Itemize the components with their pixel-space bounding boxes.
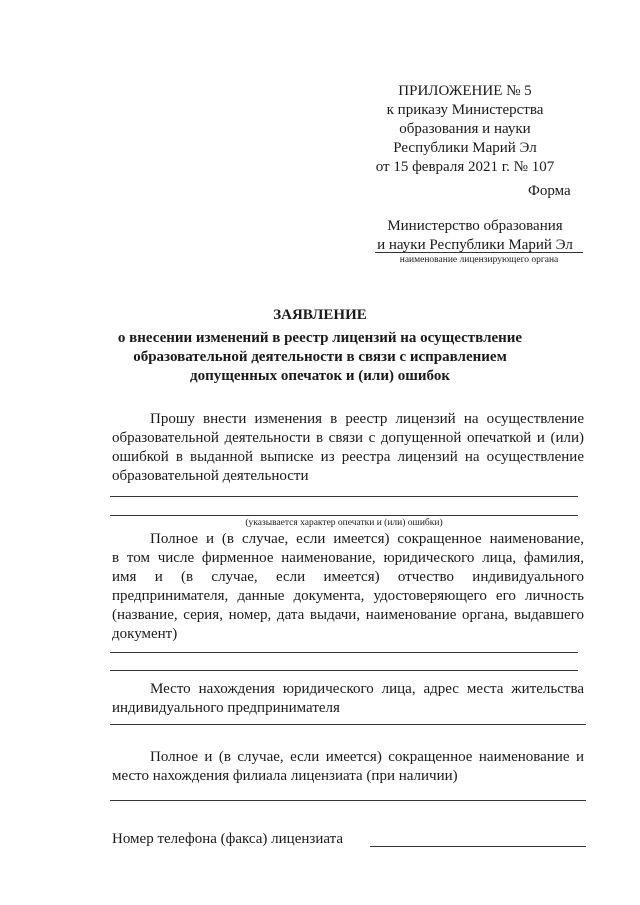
appendix-line: образования и науки: [399, 121, 531, 137]
branch-paragraph: [112, 748, 584, 786]
paragraph-line: индивидуального предпринимателя: [112, 700, 340, 716]
address-paragraph: [112, 680, 584, 718]
fill-caption: (указывается характер опечатки и (или) ошибки): [245, 518, 443, 528]
paragraph-line: имя и (в случае, если имеется) отчество индивидуального: [112, 569, 584, 585]
applicant-paragraph: [112, 530, 584, 644]
authority-caption: наименование лицензирующего органа: [399, 255, 559, 265]
document-title: ЗАЯВЛЕНИЕ: [273, 307, 367, 323]
subtitle-line: образовательной деятельности в связи с исправлением: [133, 349, 507, 365]
appendix-line: от 15 февраля 2021 г. № 107: [375, 159, 555, 175]
fill-line[interactable]: [110, 515, 578, 516]
authority-line: и науки Республики Марий Эл: [377, 237, 573, 253]
form-label: Форма: [528, 183, 571, 199]
paragraph-line: Полное и (в случае, если имеется) сокращенное наименование и: [150, 749, 584, 765]
authority-underline: [375, 252, 583, 253]
fill-line[interactable]: [110, 724, 586, 725]
fill-line[interactable]: [110, 496, 578, 497]
appendix-title: ПРИЛОЖЕНИЕ № 5: [398, 83, 532, 99]
subtitle-line: допущенных опечаток и (или) ошибок: [190, 368, 450, 384]
phone-label: Номер телефона (факса) лицензиата: [112, 831, 344, 847]
paragraph-line: в том числе фирменное наименование, юридического лица, фамилия,: [112, 550, 584, 566]
fill-line[interactable]: [110, 800, 586, 801]
appendix-line: Республики Марий Эл: [393, 140, 537, 156]
fill-line[interactable]: [110, 652, 578, 653]
document-subtitle: [90, 329, 550, 386]
subtitle-line: о внесении изменений в реестр лицензий на осуществление: [117, 330, 523, 346]
paragraph-line: образовательной деятельности: [112, 468, 309, 484]
appendix-line: к приказу Министерства: [386, 102, 544, 118]
paragraph-line: Полное и (в случае, если имеется) сокращенное наименование,: [150, 531, 584, 547]
appendix-header: [360, 82, 570, 177]
paragraph-line: место нахождения филиала лицензиата (при наличии): [112, 768, 458, 784]
fill-line[interactable]: [110, 670, 578, 671]
paragraph-line: (название, серия, номер, дата выдачи, наименование органа, выдавшего: [112, 607, 584, 623]
authority-name: [370, 217, 580, 255]
paragraph-line: Прошу внести изменения в реестр лицензий на осуществление: [150, 411, 584, 427]
paragraph-line: Место нахождения юридического лица, адрес места жительства: [150, 681, 584, 697]
request-paragraph: [112, 410, 584, 486]
paragraph-line: ошибкой в выданной выписке из реестра лицензий на осуществление: [112, 449, 584, 465]
paragraph-line: образовательной деятельности в связи с допущенной опечаткой и (или): [112, 430, 584, 446]
authority-line: Министерство образования: [387, 218, 563, 234]
paragraph-line: документ): [112, 626, 178, 642]
paragraph-line: предпринимателя, данные документа, удостоверяющего его личность: [112, 588, 584, 604]
phone-fill-line[interactable]: [370, 846, 586, 847]
